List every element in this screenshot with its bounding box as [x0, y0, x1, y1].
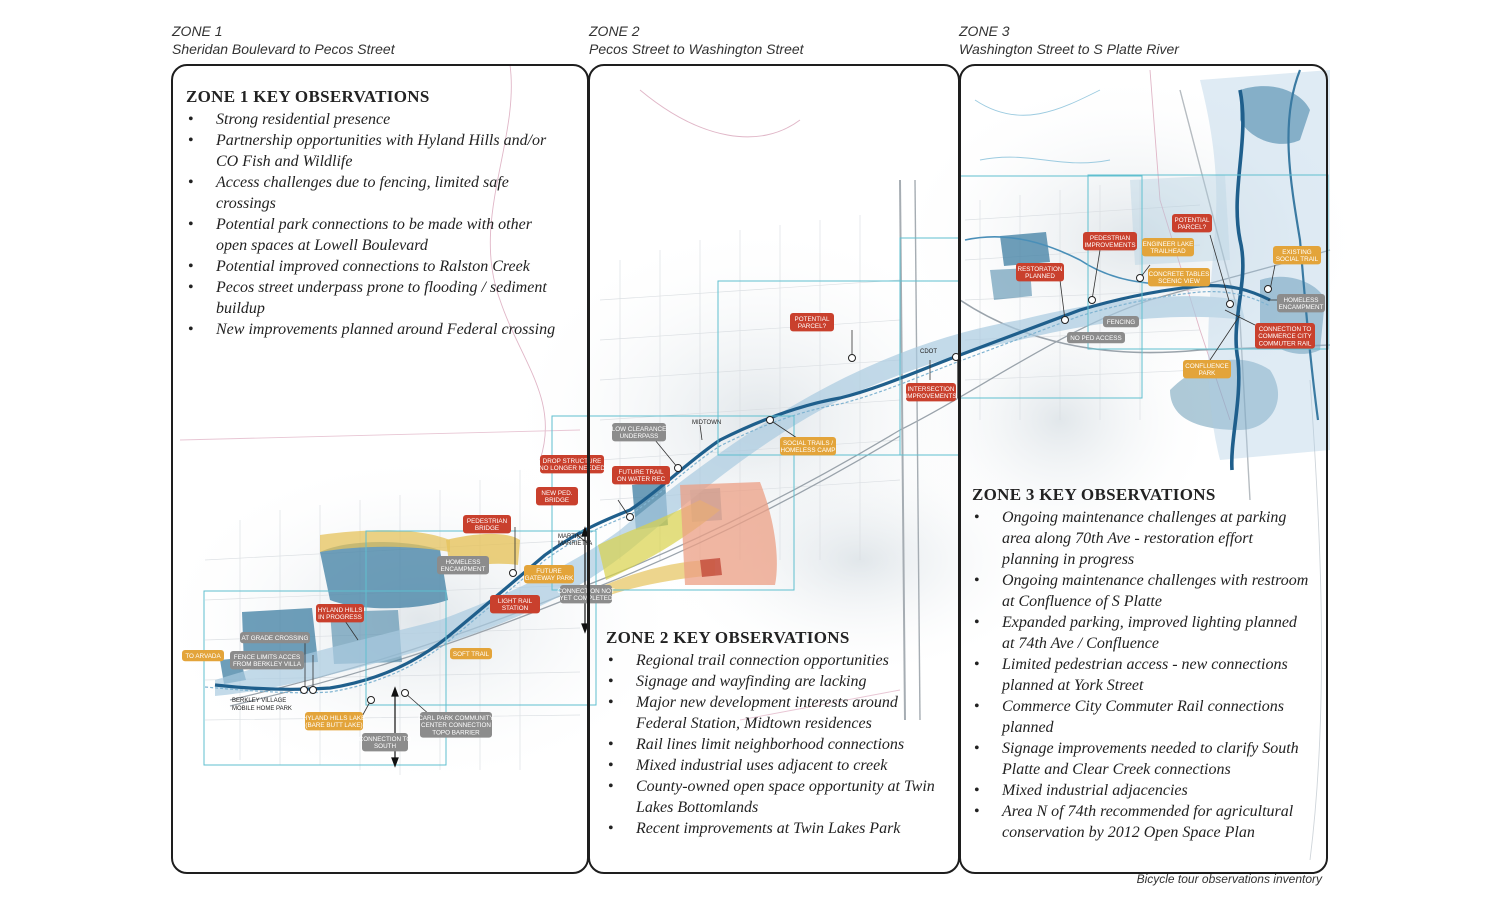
berkley-village-label-2: MOBILE HOME PARK [232, 706, 292, 712]
map-tag-text: STATION [501, 605, 529, 613]
map-tag-text: SCENIC VIEW [1158, 278, 1200, 286]
zone-1-observations-heading: ZONE 1 KEY OBSERVATIONS [186, 87, 430, 106]
map-tag-text: BRIDGE [544, 497, 570, 505]
map-tag-text: UNDERPASS [619, 433, 659, 441]
map-tag-text: LIGHT RAIL [497, 598, 533, 605]
marrietta-label: MARRIETTA [558, 541, 593, 547]
map-tag-text: EXISTING [1282, 249, 1312, 256]
map-tag-text: INTERSECTION [907, 386, 955, 393]
zone-2-observation-list [606, 650, 951, 839]
zone-1-observation: • Strong residential presence [216, 109, 566, 130]
map-tag-text: AT GRADE CROSSING [241, 635, 309, 642]
map-tag-text: PARCEL? [797, 323, 827, 331]
zone-2-observations-heading: ZONE 2 KEY OBSERVATIONS [606, 628, 850, 647]
cdot-label: CDOT [920, 349, 937, 355]
map-tag-text: GATEWAY PARK [524, 575, 574, 583]
map-tag-text: CONFLUENCE [1185, 363, 1229, 370]
map-tag-text: SOCIAL TRAILS / [782, 440, 834, 447]
map-tag-text: CONNECTION NOT [557, 588, 615, 595]
map-tag-text: CONNECTION TO [358, 736, 412, 743]
figure-caption: Bicycle tour observations inventory [1136, 872, 1322, 886]
martin-label: MARTIN [558, 534, 581, 540]
map-tag-text: (BARE BUTT LAKE) [305, 722, 363, 730]
map-tag-text: IN PROGRESS [318, 614, 362, 622]
zone-1-observation: • Potential improved connections to Ralston Creek [216, 256, 566, 277]
zone-1-observation: • Partnership opportunities with Hyland Hills and/or CO Fish and Wildlife [216, 130, 566, 172]
map-tag-text: CENTER CONNECTION [421, 722, 491, 730]
map-tag-text: ENCAMPMENT [440, 566, 486, 574]
map-tag-text: PARCEL? [1177, 224, 1207, 232]
zone-1-observation-list [186, 109, 566, 340]
midtown-label: MIDTOWN [692, 420, 722, 426]
zone-1-observation: • Access challenges due to fencing, limited safe crossings [216, 172, 566, 214]
map-tag-text: FENCE LIMITS ACCES [233, 654, 301, 661]
zone-3-observation: • Ongoing maintenance challenges with restroom at Confluence of S Platte [1002, 570, 1312, 612]
zone-3-observations-heading: ZONE 3 KEY OBSERVATIONS [972, 485, 1216, 504]
zone-3-observation: • Signage improvements needed to clarify South Platte and Clear Creek connections [1002, 738, 1312, 780]
map-tag-text: DROP STRUCTURE [542, 458, 602, 465]
zone-3-observation: • Ongoing maintenance challenges at parking area along 70th Ave - restoration effort planning in progress [1002, 507, 1312, 570]
zone-1-observation: • New improvements planned around Federal crossing [216, 319, 566, 340]
zone-3-observation: • Expanded parking, improved lighting planned at 74th Ave / Confluence [1002, 612, 1312, 654]
map-tag-text: IMPROVEMENTS [905, 393, 957, 401]
map-tag-text: YET COMPLETED [559, 595, 613, 603]
map-tag-text: PLANNED [1025, 273, 1055, 281]
zone-2-observation: • Signage and wayfinding are lacking [636, 671, 951, 692]
map-tag-text: PARK [1198, 370, 1216, 378]
zone-3-subtitle: Washington Street to S Platte River [959, 41, 1179, 57]
zone-1-observation: • Pecos street underpass prone to flooding / sediment buildup [216, 277, 566, 319]
map-tag-text: CONCRETE TABLES [1148, 271, 1210, 278]
map-tag-text: LOW CLEARANCE [611, 426, 667, 433]
map-tag-text: COMMUTER RAIL [1258, 340, 1312, 348]
zone-1-title: ZONE 1 [172, 23, 223, 39]
zone-3-observations [972, 485, 1312, 843]
zone-1-observation: • Potential park connections to be made with other open spaces at Lowell Boulevard [216, 214, 566, 256]
zone-3-observation: • Limited pedestrian access - new connections planned at York Street [1002, 654, 1312, 696]
zone-2-observation: • Regional trail connection opportunities [636, 650, 951, 671]
map-tag-text: CARL PARK COMMUNITY [418, 715, 494, 722]
map-tag-text: TRAILHEAD [1150, 248, 1186, 256]
map-tag-text: ENCAMPMENT [1278, 304, 1324, 312]
zone-2-subtitle: Pecos Street to Washington Street [589, 41, 804, 57]
map-tag-text: HOMELESS [1283, 297, 1319, 304]
map-tag-text: SOUTH [373, 743, 397, 751]
map-tag-text: NEW PED. [541, 490, 573, 497]
map-tag-text: HOMELESS [445, 559, 481, 566]
map-tag-text: IMPROVEMENTS [1084, 242, 1136, 250]
zone-2-title: ZONE 2 [589, 23, 640, 39]
map-tag-text: SOCIAL TRAIL [1275, 256, 1319, 264]
map-tag-text: ON WATER REC [616, 476, 666, 484]
map-tag-text: FUTURE TRAIL [618, 469, 664, 476]
map-tag-text: HOMELESS CAMP [780, 447, 836, 455]
map-tag-text: HYLAND HILLS LAKE [302, 715, 366, 722]
map-tag-text: POTENTIAL [794, 316, 830, 323]
zone-3-observation: • Mixed industrial adjacencies [1002, 780, 1312, 801]
zone-2-observation: • Rail lines limit neighborhood connections [636, 734, 951, 755]
zone-1-subtitle: Sheridan Boulevard to Pecos Street [172, 41, 395, 57]
map-tag-text: BRIDGE [474, 525, 500, 533]
map-tag-text: TO ARVADA [185, 653, 221, 660]
map-tag-text: RESTORATION [1017, 266, 1063, 273]
zone-2-heading [589, 22, 804, 58]
map-tag-text: NO LONGER NEEDED [539, 465, 605, 473]
map-tag-text: PEDESTRIAN [1089, 235, 1131, 242]
map-tag-text: HYLAND HILLS [317, 607, 363, 614]
zone-3-observation: • Commerce City Commuter Rail connections planned [1002, 696, 1312, 738]
zone-1-observations [186, 87, 566, 340]
map-tag-text: NO PED ACCESS [1070, 335, 1122, 342]
zone-3-heading [959, 22, 1179, 58]
map-tag-text: COMMERCE CITY [1258, 333, 1312, 341]
map-tag-text: PEDESTRIAN [466, 518, 508, 525]
zone-1-heading [172, 22, 395, 58]
zone-2-observations [606, 628, 951, 839]
zone-2-observation: • County-owned open space opportunity at Twin Lakes Bottomlands [636, 776, 951, 818]
map-tag-text: FUTURE [536, 568, 562, 575]
berkley-village-label: BERKLEY VILLAGE [232, 698, 287, 704]
map-tag-text: TOPO BARRIER [432, 729, 480, 737]
map-tag-text: ENGINEER LAKE [1142, 241, 1194, 248]
map-tag-text: POTENTIAL [1174, 217, 1210, 224]
zone-3-observation: • Area N of 74th recommended for agricultural conservation by 2012 Open Space Plan [1002, 801, 1312, 843]
zone-3-title: ZONE 3 [959, 23, 1010, 39]
zone-3-observation-list [972, 507, 1312, 843]
map-tag-text: FENCING [1106, 319, 1136, 326]
map-tag-text: CONNECTION TO [1258, 326, 1312, 333]
zone-2-observation: • Recent improvements at Twin Lakes Park [636, 818, 951, 839]
zone-2-observation: • Major new development interests around Federal Station, Midtown residences [636, 692, 951, 734]
zone-2-observation: • Mixed industrial uses adjacent to creek [636, 755, 951, 776]
map-tag-text: FROM BERKLEY VILLA [232, 661, 302, 669]
map-tag-text: SOFT TRAIL [452, 651, 490, 658]
